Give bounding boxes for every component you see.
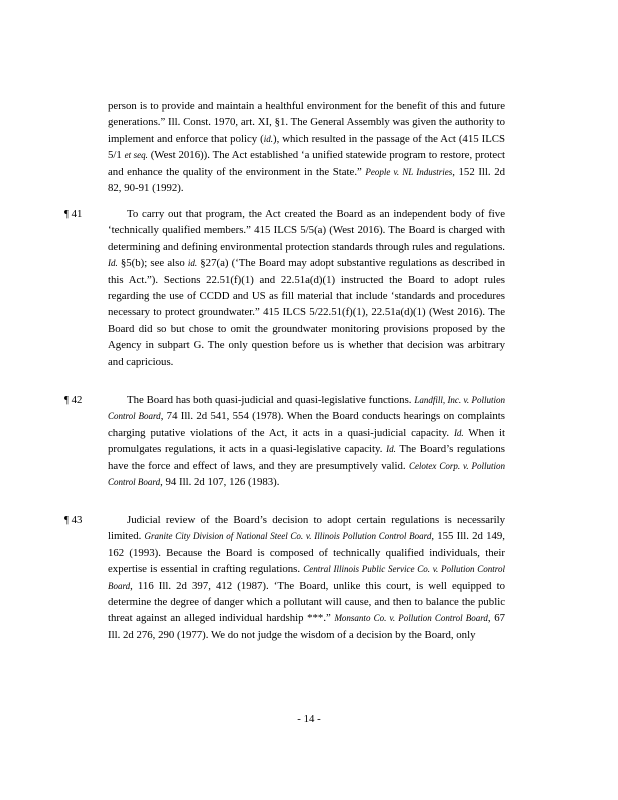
citation-text: Monsanto Co. v. Pollution Control Board bbox=[334, 613, 488, 624]
citation-text: id. bbox=[187, 258, 198, 269]
citation-text: id. bbox=[263, 133, 273, 144]
body-text: , 152 Ill. 2d 82, 90-91 (1992). bbox=[108, 165, 505, 195]
citation-text: People v. NL Industries bbox=[365, 166, 453, 177]
paragraph-41 bbox=[108, 206, 505, 370]
body-text: person is to provide and maintain a healthful environment for the benefit of this and future generations.” Ill. Const. 1970, art. XI, §1. The General Assembly was given the authority to implement and enforce that policy ( bbox=[108, 100, 505, 145]
citation-text: Id. bbox=[453, 427, 464, 438]
body-text: To carry out that program, the Act created the Board as an independent body of five ‘technically qualified members.” 415 ILCS 5/5(a) (West 2016). The Board is charged with determining and defining environmental protection standards through rules and regulations. bbox=[108, 208, 505, 253]
body-text: , 116 Ill. 2d 397, 412 (1987). ‘The Board, unlike this court, is well equipped to determine the degree of danger which a pollutant will cause, and then to balance the public threat against an alleged individual hardship ***.” bbox=[108, 579, 505, 625]
body-text: ), which resulted in the passage of the Act (415 ILCS 5/1 bbox=[108, 132, 505, 162]
paragraph-continuation bbox=[108, 98, 505, 196]
citation-text: Granite City Division of National Steel Co. v. Illinois Pollution Control Board bbox=[144, 531, 432, 542]
citation-text: et seq. bbox=[124, 150, 148, 161]
body-text: When it promulgates regulations, it acts in a quasi-legislative capacity. bbox=[108, 426, 506, 456]
paragraph-number-41: ¶ 41 bbox=[64, 208, 83, 220]
page-number: - 14 - bbox=[297, 713, 321, 725]
body-text: , 67 Ill. 2d 276, 290 (1977). We do not judge the wisdom of a decision by the Board, only bbox=[108, 612, 506, 641]
body-text: The Board has both quasi-judicial and quasi-legislative functions. bbox=[127, 394, 415, 406]
paragraph-number-43: ¶ 43 bbox=[64, 514, 83, 526]
citation-text: Central Illinois Public Service Co. v. Pollution Control Board bbox=[108, 564, 505, 591]
body-text: , 74 Ill. 2d 541, 554 (1978). When the Board conducts hearings on complaints charging putative violations of the Act, it acts in a quasi-judicial capacity. bbox=[108, 410, 505, 439]
citation-text: Landfill, Inc. v. Pollution Control Board bbox=[108, 395, 505, 422]
citation-text: Id. bbox=[108, 258, 118, 269]
body-text: §5(b); see also bbox=[117, 257, 188, 270]
paragraph-43 bbox=[108, 512, 505, 643]
citation-text: Id. bbox=[386, 444, 396, 455]
body-text: The Board’s regulations have the force and effect of laws, and they are presumptively valid. bbox=[108, 443, 505, 472]
paragraph-number-42: ¶ 42 bbox=[64, 394, 83, 406]
body-text: , 94 Ill. 2d 107, 126 (1983). bbox=[160, 476, 280, 489]
body-text: , 155 Ill. 2d 149, 162 (1993). Because the Board is composed of technically qualified individuals, their expertise is essential in crafting regulations. bbox=[108, 530, 505, 576]
body-text: Judicial review of the Board’s decision to adopt certain regulations is necessarily limited. bbox=[108, 514, 505, 543]
body-text: (West 2016)). The Act established ‘a unified statewide program to restore, protect and enhance the quality of the environment in the State.” bbox=[108, 149, 505, 178]
paragraph-42 bbox=[108, 392, 505, 490]
body-text: §27(a) (‘The Board may adopt substantive regulations as described in this Act.”). Sections 22.51(f)(1) and 22.51a(d)(1) instructed the Board to adopt rules regarding the use of CCDD and US as fill material that include ‘standards and procedures necessary to protect groundwater.” 415 ILCS 5/22.51(f)(1), 22.51a(d)(1) (West 2016). The Board did so but chose to omit the groundwater monitoring provisions proposed by the Agency in subpart G. The only question before us is whether that decision was arbitrary and capricious. bbox=[108, 257, 505, 368]
citation-text: Celotex Corp. v. Pollution Control Board bbox=[108, 460, 505, 488]
